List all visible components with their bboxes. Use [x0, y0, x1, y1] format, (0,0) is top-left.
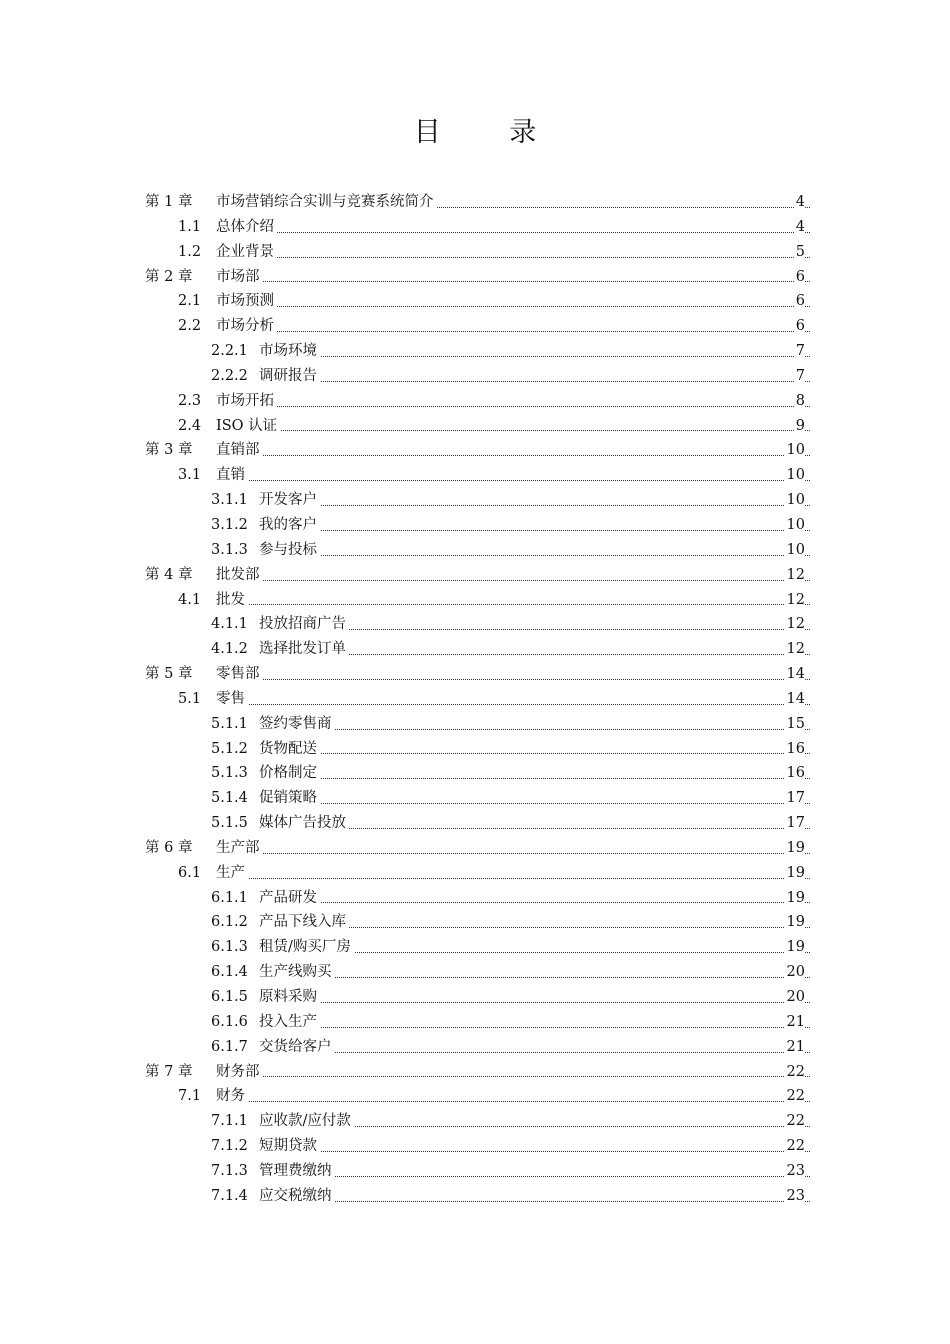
- toc-entry-title: 产品下线入库: [259, 910, 349, 935]
- toc-entry-title: 应交税缴纳: [259, 1184, 335, 1209]
- toc-entry[interactable]: [0, 836, 950, 861]
- toc-entry-number: 5.1: [178, 690, 202, 707]
- toc-entry-number: 6.1.5: [211, 989, 248, 1005]
- toc-entry-title: 市场开拓: [216, 389, 277, 414]
- dot-leader: [259, 761, 810, 786]
- dot-leader: [216, 389, 810, 414]
- toc-entry-page: 12: [785, 637, 805, 662]
- toc-entry-number: 2.4: [178, 417, 202, 434]
- dot-leader: [216, 289, 810, 314]
- toc-entry-number: 3.1.2: [211, 516, 248, 533]
- toc-entry[interactable]: [0, 612, 950, 637]
- toc-entry[interactable]: [0, 488, 950, 513]
- toc-entry-number: 第 3 章: [145, 442, 193, 459]
- dot-leader: [259, 1134, 810, 1159]
- toc-entry-title: 总体介绍: [216, 215, 277, 240]
- toc-entry-page: 16: [785, 737, 805, 762]
- dot-leader: [259, 1184, 810, 1209]
- toc-entry-title: 交货给客户: [259, 1035, 335, 1060]
- toc-entry-title: 企业背景: [216, 240, 277, 265]
- toc-entry-title: 直销: [216, 463, 248, 488]
- dot-leader: [216, 414, 810, 439]
- toc-entry-title: ISO 认证: [216, 414, 280, 439]
- dot-leader: [259, 712, 810, 737]
- toc-entry-page: 15: [785, 712, 805, 737]
- toc-entry[interactable]: [0, 960, 950, 985]
- toc-entry-number: 5.1.3: [211, 765, 248, 782]
- toc-entry-page: 10: [785, 538, 805, 563]
- dot-leader: [216, 438, 810, 463]
- toc-entry-title: 产品研发: [259, 886, 320, 911]
- toc-entry-page: 6: [794, 289, 805, 314]
- toc-entry-page: 20: [785, 985, 805, 1010]
- dot-leader: [259, 1035, 810, 1060]
- toc-entry-number: 3.1.3: [211, 541, 248, 558]
- toc-entry-number: 6.1.4: [211, 964, 248, 981]
- dot-leader: [259, 886, 810, 911]
- toc-entry-title: 市场营销综合实训与竞赛系统简介: [216, 190, 437, 215]
- toc-entry[interactable]: [0, 985, 950, 1010]
- toc-entry-number: 3.1.1: [211, 492, 248, 509]
- toc-entry-page: 14: [785, 687, 805, 712]
- toc-entry[interactable]: [0, 1035, 950, 1060]
- toc-entry-page: 4: [794, 215, 805, 240]
- toc-entry-title: 市场预测: [216, 289, 277, 314]
- toc-entry[interactable]: [0, 637, 950, 662]
- toc-entry[interactable]: [0, 538, 950, 563]
- toc-entry-title: 媒体广告投放: [259, 811, 349, 836]
- toc-entry[interactable]: [0, 737, 950, 762]
- toc-entry-title: 短期贷款: [259, 1134, 320, 1159]
- toc-entry[interactable]: [0, 1060, 950, 1085]
- dot-leader: [216, 463, 810, 488]
- toc-entry-number: 6.1.2: [211, 914, 248, 931]
- toc-entry-title: 参与投标: [259, 538, 320, 563]
- toc-entry-number: 2.1: [178, 293, 202, 310]
- toc-entry-page: 10: [785, 438, 805, 463]
- toc-entry-page: 21: [785, 1035, 805, 1060]
- toc-entry-page: 8: [794, 389, 805, 414]
- dot-leader: [216, 662, 810, 687]
- dot-leader: [216, 563, 810, 588]
- toc-entry[interactable]: [0, 1184, 950, 1209]
- dot-leader: [216, 314, 810, 339]
- toc-entry-number: 第 2 章: [145, 268, 193, 285]
- toc-entry-page: 12: [785, 563, 805, 588]
- toc-entry[interactable]: [0, 687, 950, 712]
- toc-entry-title: 签约零售商: [259, 712, 335, 737]
- dot-leader: [216, 1060, 810, 1085]
- dot-leader: [216, 265, 810, 290]
- toc-entry-page: 20: [785, 960, 805, 985]
- toc-entry[interactable]: [0, 662, 950, 687]
- dot-leader: [259, 538, 810, 563]
- toc-entry-page: 22: [785, 1134, 805, 1159]
- toc-entry-title: 生产部: [216, 836, 263, 861]
- toc-entry-number: 7.1.3: [211, 1162, 248, 1179]
- toc-entry[interactable]: [0, 513, 950, 538]
- toc-entry-number: 2.2.2: [211, 367, 248, 384]
- toc-entry-number: 2.3: [178, 392, 202, 409]
- toc-entry-page: 19: [785, 935, 805, 960]
- toc-entry-title: 财务: [216, 1084, 248, 1109]
- toc-entry-title: 开发客户: [259, 488, 320, 513]
- toc-entry-page: 10: [785, 513, 805, 538]
- toc-entry-title: 财务部: [216, 1060, 263, 1085]
- dot-leader: [216, 861, 810, 886]
- toc-entry-number: 第 1 章: [145, 194, 193, 210]
- toc-entry[interactable]: [0, 438, 950, 463]
- toc-entry[interactable]: [0, 910, 950, 935]
- toc-entry-page: 19: [785, 910, 805, 935]
- dot-leader: [216, 215, 810, 240]
- toc-entry-number: 6.1.7: [211, 1038, 248, 1055]
- dot-leader: [259, 985, 810, 1010]
- toc-entry-page: 19: [785, 886, 805, 911]
- toc-entry-number: 第 7 章: [145, 1063, 193, 1080]
- toc-entry-number: 6.1.1: [211, 889, 248, 906]
- dot-leader: [216, 1084, 810, 1109]
- toc-entry[interactable]: [0, 339, 950, 364]
- toc-entry-title: 我的客户: [259, 513, 320, 538]
- dot-leader: [259, 364, 810, 389]
- toc-entry-number: 2.2: [178, 318, 202, 335]
- toc-entry-title: 生产: [216, 861, 248, 886]
- toc-entry-number: 6.1: [178, 864, 202, 881]
- toc-entry-title: 批发: [216, 588, 248, 613]
- dot-leader: [259, 1159, 810, 1184]
- toc-entry-title: 投放招商广告: [259, 612, 349, 637]
- toc-entry-title: 生产线购买: [259, 960, 335, 985]
- toc-entry-page: 19: [785, 861, 805, 886]
- dot-leader: [259, 488, 810, 513]
- toc-entry-page: 6: [794, 265, 805, 290]
- toc-entry-page: 23: [785, 1184, 805, 1209]
- toc-entry[interactable]: [0, 1010, 950, 1035]
- toc-entry-page: 22: [785, 1084, 805, 1109]
- toc-entry-title: 租赁/购买厂房: [259, 935, 354, 960]
- toc-entry-page: 17: [785, 811, 805, 836]
- toc-entry[interactable]: [0, 1084, 950, 1109]
- toc-entry-page: 21: [785, 1010, 805, 1035]
- toc-entry-title: 货物配送: [259, 737, 320, 762]
- dot-leader: [216, 240, 810, 265]
- toc-entry-page: 4: [794, 190, 805, 215]
- toc-entry[interactable]: [0, 1134, 950, 1159]
- dot-leader: [259, 339, 810, 364]
- toc-entry-page: 12: [785, 588, 805, 613]
- toc-entry-number: 7.1.2: [211, 1138, 248, 1155]
- toc-entry[interactable]: [0, 712, 950, 737]
- toc-entry-title: 市场环境: [259, 339, 320, 364]
- toc-entry-number: 4.1.2: [211, 641, 248, 658]
- toc-entry[interactable]: [0, 761, 950, 786]
- toc-entry[interactable]: [0, 935, 950, 960]
- toc-entry-number: 7.1.1: [211, 1113, 248, 1130]
- toc-entry[interactable]: [0, 861, 950, 886]
- toc-entry-number: 第 4 章: [145, 566, 193, 583]
- toc-entry-page: 19: [785, 836, 805, 861]
- toc-entry-number: 7.1: [178, 1088, 202, 1105]
- dot-leader: [259, 737, 810, 762]
- toc-entry[interactable]: [0, 389, 950, 414]
- toc-entry-title: 促销策略: [259, 786, 320, 811]
- toc-entry-title: 价格制定: [259, 761, 320, 786]
- toc-entry[interactable]: [0, 786, 950, 811]
- toc-entry-title: 原料采购: [259, 985, 320, 1010]
- toc-entry-page: 7: [794, 339, 805, 364]
- dot-leader: [216, 836, 810, 861]
- toc-list: [0, 190, 950, 1209]
- toc-entry-title: 零售: [216, 687, 248, 712]
- toc-entry-number: 7.1.4: [211, 1187, 248, 1204]
- toc-entry[interactable]: [0, 811, 950, 836]
- toc-entry[interactable]: [0, 314, 950, 339]
- toc-entry-title: 直销部: [216, 438, 263, 463]
- toc-entry-number: 第 6 章: [145, 839, 193, 856]
- toc-entry-title: 选择批发订单: [259, 637, 349, 662]
- toc-entry-number: 6.1.6: [211, 1013, 248, 1030]
- toc-entry-page: 10: [785, 463, 805, 488]
- toc-entry-page: 22: [785, 1109, 805, 1134]
- toc-entry-page: 16: [785, 761, 805, 786]
- toc-entry-number: 第 5 章: [145, 666, 193, 683]
- toc-entry-number: 2.2.1: [211, 343, 248, 360]
- toc-entry[interactable]: [0, 414, 950, 439]
- toc-entry-page: 7: [794, 364, 805, 389]
- toc-entry-number: 1.1: [178, 218, 202, 235]
- toc-entry-title: 调研报告: [259, 364, 320, 389]
- toc-entry-page: 22: [785, 1060, 805, 1085]
- toc-entry-number: 4.1.1: [211, 616, 248, 633]
- toc-entry[interactable]: [0, 563, 950, 588]
- toc-entry-title: 投入生产: [259, 1010, 320, 1035]
- toc-entry-number: 4.1: [178, 591, 202, 608]
- toc-entry[interactable]: [0, 364, 950, 389]
- toc-entry-number: 5.1.5: [211, 815, 248, 832]
- toc-entry-number: 1.2: [178, 243, 202, 260]
- toc-entry-page: 10: [785, 488, 805, 513]
- toc-entry[interactable]: [0, 240, 950, 265]
- toc-entry-number: 6.1.3: [211, 939, 248, 956]
- page-title: 目 录: [413, 117, 567, 148]
- toc-entry-page: 6: [794, 314, 805, 339]
- toc-entry[interactable]: [0, 190, 950, 215]
- toc-entry-page: 9: [794, 414, 805, 439]
- dot-leader: [259, 513, 810, 538]
- toc-entry-number: 5.1.4: [211, 790, 248, 807]
- dot-leader: [216, 687, 810, 712]
- toc-entry-page: 14: [785, 662, 805, 687]
- toc-entry-title: 管理费缴纳: [259, 1159, 335, 1184]
- toc-entry[interactable]: [0, 463, 950, 488]
- toc-entry-title: 应收款/应付款: [259, 1109, 354, 1134]
- toc-entry-title: 市场部: [216, 265, 263, 290]
- toc-entry[interactable]: [0, 265, 950, 290]
- toc-entry[interactable]: [0, 1109, 950, 1134]
- toc-entry[interactable]: [0, 886, 950, 911]
- toc-entry-title: 市场分析: [216, 314, 277, 339]
- toc-entry[interactable]: [0, 588, 950, 613]
- toc-entry-number: 5.1.2: [211, 740, 248, 757]
- toc-entry-title: 零售部: [216, 662, 263, 687]
- toc-entry-page: 12: [785, 612, 805, 637]
- toc-entry-page: 5: [794, 240, 805, 265]
- dot-leader: [259, 960, 810, 985]
- toc-entry-page: 17: [785, 786, 805, 811]
- toc-entry-number: 5.1.1: [211, 715, 248, 732]
- dot-leader: [216, 588, 810, 613]
- toc-entry[interactable]: [0, 289, 950, 314]
- toc-entry-title: 批发部: [216, 563, 263, 588]
- dot-leader: [259, 1010, 810, 1035]
- toc-entry[interactable]: [0, 215, 950, 240]
- toc-entry-page: 23: [785, 1159, 805, 1184]
- toc-entry[interactable]: [0, 1159, 950, 1184]
- dot-leader: [259, 786, 810, 811]
- toc-entry-number: 3.1: [178, 467, 202, 484]
